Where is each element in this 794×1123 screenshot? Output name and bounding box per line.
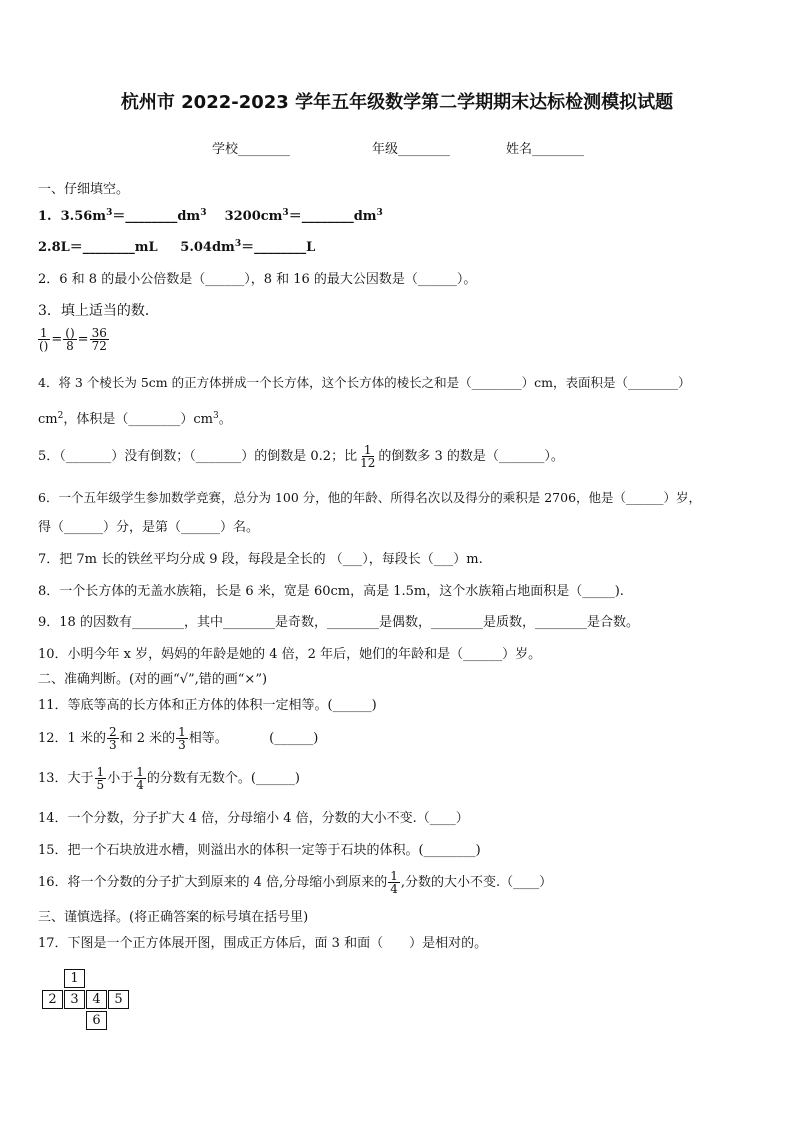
question-2: 2．6 和 8 的最小公倍数是（______），8 和 16 的最大公因数是（______）。 (38, 272, 477, 287)
fraction: $\frac{()}{8}$ (65, 326, 75, 353)
net-face-6: 6 (86, 1011, 107, 1030)
question-16: 16．将一个分数的分子扩大到原来的 4 倍,分母缩小到原来的 $\frac{1}{4}$ ,分数的大小不变.（____） (38, 869, 553, 896)
question-10: 10．小明今年 x 岁，妈妈的年龄是她的 4 倍，2 年后，她们的年龄和是（______）岁。 (38, 647, 542, 662)
fraction: $\frac{1}{()}$ (39, 326, 49, 353)
question-15: 15．把一个石块放进水槽，则溢出水的体积一定等于石块的体积。(________) (38, 843, 481, 858)
question-4-line-1: 4．将 3 个棱长为 5cm 的正方体拼成一个长方体，这个长方体的棱长之和是（________）cm，表面积是（________） (38, 375, 691, 390)
fraction: $\frac{1}{12}$ (360, 443, 376, 470)
net-face-3: 3 (64, 990, 85, 1009)
question-8: 8．一个长方体的无盖水族箱，长是 6 米，宽是 60cm，高是 1.5m，这个水族箱占地面积是（_____). (38, 584, 624, 599)
school-field: 学校________ (212, 142, 291, 157)
fraction: $\frac{36}{72}$ (91, 326, 107, 353)
fraction: $\frac{1}{4}$ (390, 869, 398, 896)
name-field: 姓名________ (506, 142, 585, 157)
question-1-line-2: 2.8L＝________mL $5.04dm^3=\_\_\_\_\_\_\_\_L$ (38, 239, 316, 255)
section-1-heading: 一、仔细填空。 (38, 182, 130, 197)
grade-field: 年级________ (372, 142, 451, 157)
question-6-line-1: 6．一个五年级学生参加数学竞赛，总分为 100 分，他的年龄、所得名次以及得分的乘积是 2706，他是（______）岁， (38, 490, 702, 505)
net-face-1: 1 (64, 969, 85, 988)
section-2-heading: 二、准确判断。(对的画“√”,错的画“×”) (38, 672, 268, 687)
question-12: 12．1 米的 $\frac{2}{3}$ 和 2 米的 $\frac{1}{3}$ 相等。 (______) (38, 725, 319, 752)
question-14: 14．一个分数，分子扩大 4 倍，分母缩小 4 倍，分数的大小不变.（____） (38, 811, 469, 826)
section-3-heading: 三、谨慎选择。(将正确答案的标号填在括号里) (38, 910, 309, 925)
fraction: $\frac{1}{4}$ (136, 765, 144, 792)
fraction: $\frac{1}{5}$ (96, 765, 105, 792)
question-3-text: 3．填上适当的数． (38, 303, 159, 319)
question-7: 7．把 7m 长的铁丝平均分成 9 段，每段是全长的 （___），每段长（___）m. (38, 552, 483, 567)
net-face-2: 2 (42, 990, 63, 1009)
question-4-line-2: $cm^2$，体积是$(\_\_\_\_\_\_\_\_)cm^3$。 (38, 411, 232, 427)
fraction: $\frac{2}{3}$ (108, 725, 117, 752)
fraction: $\frac{1}{3}$ (178, 725, 186, 752)
question-13: 13．大于 $\frac{1}{5}$ 小于 $\frac{1}{4}$ 的分数有无数个。(______) (38, 765, 300, 792)
net-face-5: 5 (108, 990, 129, 1009)
net-face-4: 4 (86, 990, 107, 1009)
question-3-fractions: $\frac{1}{()}$ = $\frac{()}{8}$ = $\frac{36}{72}$ (39, 326, 107, 353)
question-17: 17．下图是一个正方体展开图，围成正方体后，面 3 和面（ ）是相对的。 (38, 936, 488, 951)
question-5: 5．（_______）没有倒数；（_______）的倒数是 0.2；比 $\frac{1}{12}$ 的倒数多 3 的数是（_______）。 (38, 443, 564, 470)
page-title: 杭州市 2022-2023 学年五年级数学第二学期期末达标检测模拟试题 (120, 92, 674, 113)
question-6-line-2: 得（______）分，是第（______）名。 (38, 520, 260, 535)
question-9: 9．18 的因数有________，其中________是奇数，________是偶数，________是质数，________是合数。 (38, 615, 639, 630)
question-1-line-1: 1. $3.56m^3=\_\_\_\_\_\_\_\_dm^3$ $3200cm^3=\_\_\_\_\_\_\_\_dm^3$ (38, 208, 383, 224)
question-11: 11．等底等高的长方体和正方体的体积一定相等。(______) (38, 698, 377, 713)
